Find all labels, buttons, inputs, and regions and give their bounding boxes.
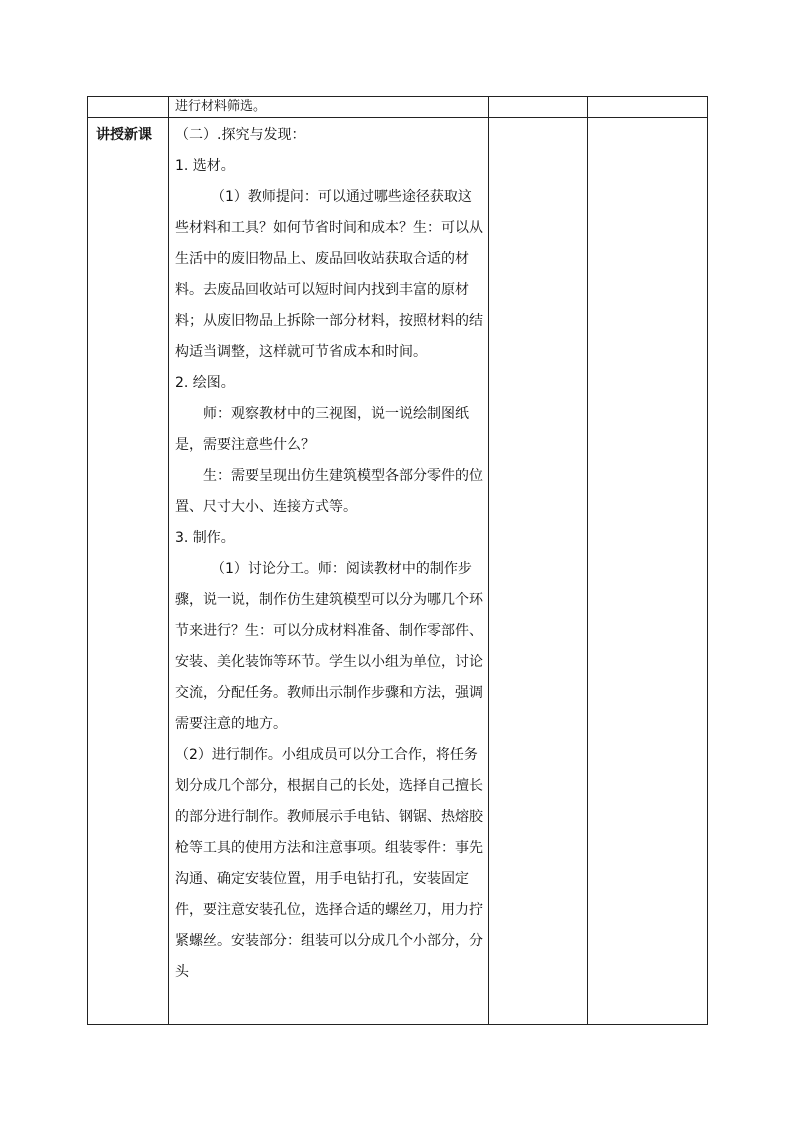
lesson-plan-table xyxy=(87,96,708,1025)
empty-cell xyxy=(489,97,588,118)
section-label: 讲授新课 xyxy=(96,127,152,143)
label-cell xyxy=(88,97,169,118)
label-cell xyxy=(88,118,169,1025)
paragraph: 师：观察教材中的三视图，说一说绘制图纸是，需要注意些什么？ xyxy=(175,406,469,453)
paragraph: 生：需要呈现出仿生建筑模型各部分零件的位置、尺寸大小、连接方式等。 xyxy=(175,468,483,515)
content-cell xyxy=(169,97,489,118)
paragraph: （2）进行制作。小组成员可以分工合作，将任务划分成几个部分，根据自己的长处，选择自己擅长的部分进行制作。教师展示手电钻、钢锯、热熔胶枪等工具的使用方法和注意事项。组装零件：事先沟通、确定安装位置，用手电钻打孔，安装固定件，要注意安装孔位，选择合适的螺丝刀，用力拧紧螺丝。安装部分：组装可以分成几个小部分，分头 xyxy=(175,747,483,980)
paragraph: （1）讨论分工。师：阅读教材中的制作步骤，说一说，制作仿生建筑模型可以分为哪几个环节来进行？生：可以分成材料准备、制作零部件、安装、美化装饰等环节。学生以小组为单位，讨论交流，分配任务。教师出示制作步骤和方法，强调需要注意的地方。 xyxy=(175,561,483,732)
table-row xyxy=(88,97,708,118)
paragraph: （1）教师提问：可以通过哪些途径获取这些材料和工具？如何节省时间和成本？生：可以从生活中的废旧物品上、废品回收站获取合适的材料。去废品回收站可以短时间内找到丰富的原材料；从废旧物品上拆除一部分材料，按照材料的结构适当调整，这样就可节省成本和时间。 xyxy=(175,189,483,360)
empty-cell xyxy=(588,118,708,1025)
empty-cell xyxy=(588,97,708,118)
paragraph: 2. 绘图。 xyxy=(175,375,235,391)
table-row xyxy=(88,118,708,1025)
content-cell xyxy=(169,118,489,1025)
paragraph: 进行材料筛选。 xyxy=(175,99,267,114)
empty-cell xyxy=(489,118,588,1025)
paragraph: （二）.探究与发现： xyxy=(175,127,306,143)
paragraph: 1. 选材。 xyxy=(175,158,235,174)
paragraph: 3. 制作。 xyxy=(175,530,235,546)
